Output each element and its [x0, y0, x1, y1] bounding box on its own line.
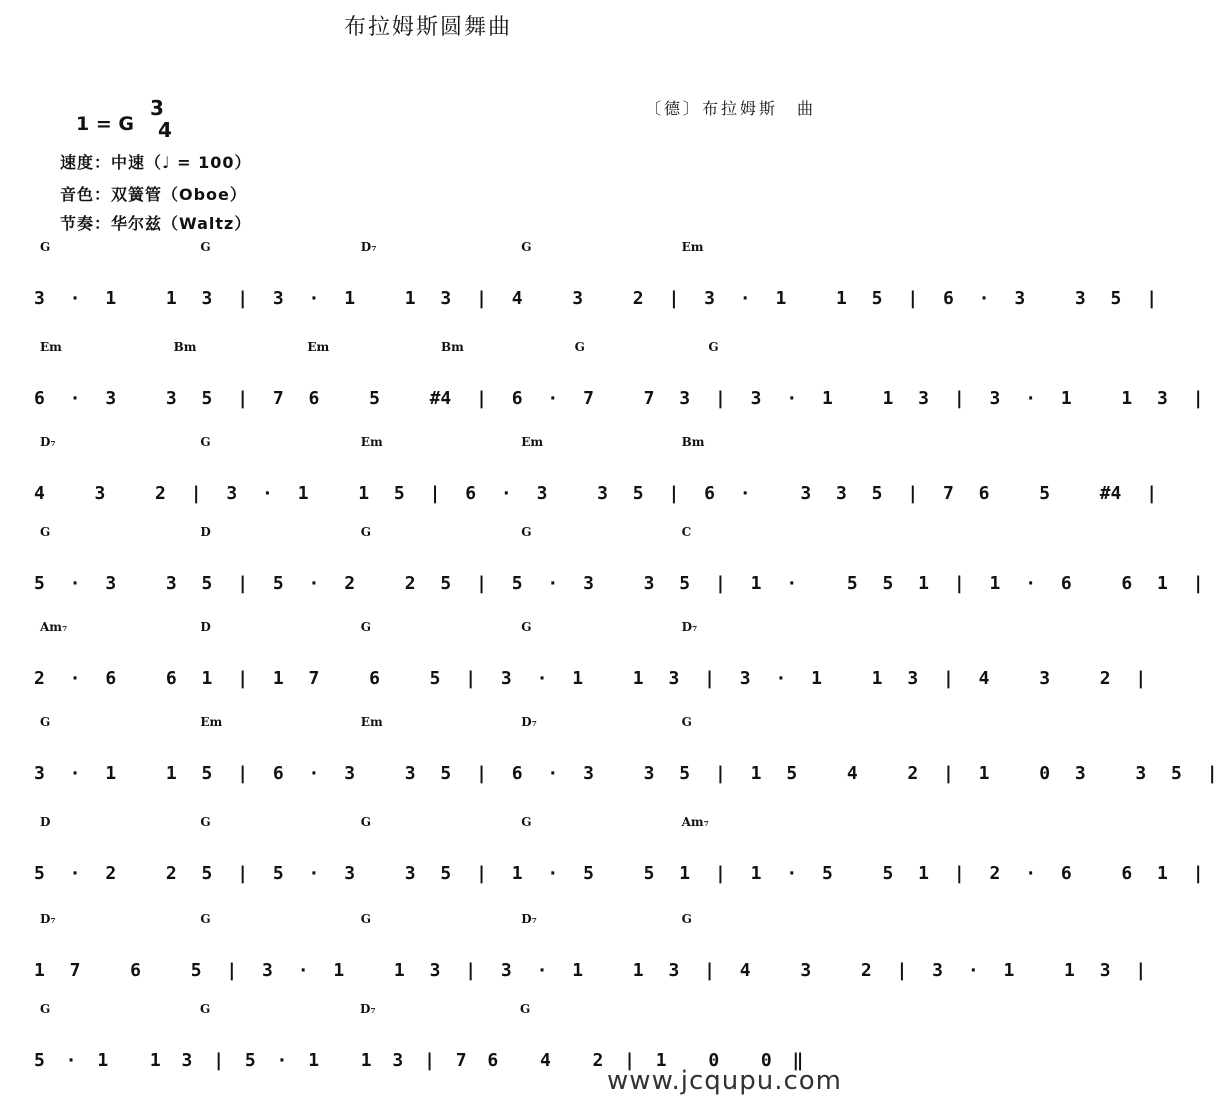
chord-symbol: Am₇	[681, 815, 709, 829]
chord-symbol: D₇	[40, 912, 56, 926]
jianpu-notes: 3 · 1 1 5 | 6 · 3 3 5 | 6 · 3 3 5 | 1 5 4 2 | 1 0 3 3 5 |	[34, 763, 1218, 784]
chord-symbol: D₇	[40, 435, 56, 449]
score-system	[34, 240, 1158, 320]
chord-symbol: G	[574, 340, 585, 354]
notation-line	[34, 483, 1158, 509]
chord-symbol: G	[200, 815, 211, 829]
chord-symbol: G	[200, 435, 211, 449]
score-system	[34, 620, 1147, 700]
chord-symbol: Em	[307, 340, 330, 354]
notation-line	[34, 668, 1147, 694]
jianpu-notes: 2 · 6 6 1 | 1 7 6 5 | 3 · 1 1 3 | 3 · 1 1 3 | 4 3 2 |	[34, 668, 1147, 689]
chord-symbol: G	[521, 815, 532, 829]
chord-symbol: G	[521, 525, 532, 539]
chord-symbol: D	[40, 815, 51, 829]
chord-symbol: Em	[521, 435, 544, 449]
jianpu-notes: 5 · 2 2 5 | 5 · 3 3 5 | 1 · 5 5 1 | 1 · 5 5 1 | 2 · 6 6 1 |	[34, 863, 1204, 884]
chord-symbol: G	[681, 912, 692, 926]
tempo-line: 速度：中速（♩ = 100）	[60, 153, 252, 172]
chord-symbol: G	[40, 715, 51, 729]
time-numerator: 3	[150, 96, 164, 120]
chord-symbol: G	[200, 912, 211, 926]
chord-symbol: G	[520, 1002, 531, 1016]
chord-symbol: G	[40, 1002, 51, 1016]
chord-symbol: D	[200, 525, 211, 539]
chord-symbol: Em	[360, 435, 383, 449]
score-system	[34, 435, 1158, 515]
chord-symbol: C	[681, 525, 692, 539]
score-system	[34, 340, 1204, 420]
chord-symbol: D	[200, 620, 211, 634]
key-signature: 1 = G	[76, 113, 134, 135]
song-title: 布拉姆斯圆舞曲	[343, 15, 512, 40]
chord-symbol: Bm	[681, 435, 705, 449]
chord-symbol: D₇	[521, 912, 537, 926]
chord-symbol: Am₇	[40, 620, 68, 634]
chord-symbol: G	[200, 1002, 211, 1016]
chord-symbol: G	[40, 240, 51, 254]
chord-symbol: G	[360, 620, 372, 634]
jianpu-notes: 5 · 3 3 5 | 5 · 2 2 5 | 5 · 3 3 5 | 1 · 5 5 1 | 1 · 6 6 1 |	[34, 573, 1204, 594]
notation-line	[34, 863, 1204, 889]
chord-symbol: G	[708, 340, 719, 354]
chord-symbol: G	[360, 525, 372, 539]
chord-symbol: G	[360, 815, 372, 829]
chord-symbol: Bm	[441, 340, 464, 354]
notation-line	[34, 288, 1158, 314]
rhythm-line: 节奏：华尔兹（Waltz）	[60, 214, 252, 233]
chord-symbol: Em	[200, 715, 223, 729]
chord-symbol: Bm	[173, 340, 197, 354]
chord-symbol: Em	[40, 340, 62, 354]
notation-line	[34, 960, 1147, 986]
jianpu-notes: 6 · 3 3 5 | 7 6 5 #4 | 6 · 7 7 3 | 3 · 1 1 3 | 3 · 1 1 3 |	[34, 388, 1204, 409]
chord-symbol: G	[681, 715, 692, 729]
chord-symbol: G	[521, 240, 532, 254]
score-system	[34, 525, 1204, 605]
timbre-line: 音色：双簧管（Oboe）	[60, 185, 247, 204]
jianpu-notes: 4 3 2 | 3 · 1 1 5 | 6 · 3 3 5 | 6 · 3 3 5 | 7 6 5 #4 |	[34, 483, 1158, 504]
chord-symbol: D₇	[521, 715, 537, 729]
chord-symbol: G	[360, 912, 372, 926]
jianpu-notes: 1 7 6 5 | 3 · 1 1 3 | 3 · 1 1 3 | 4 3 2 | 3 · 1 1 3 |	[34, 960, 1147, 981]
chord-symbol: G	[521, 620, 532, 634]
score-system	[34, 715, 1218, 795]
score-system	[34, 815, 1204, 895]
chord-symbol: Em	[681, 240, 704, 254]
chord-symbol: G	[200, 240, 211, 254]
jianpu-notes: 5 · 1 1 3 | 5 · 1 1 3 | 7 6 4 2 | 1 0 0 ‖	[34, 1050, 804, 1071]
composer-credit: 〔德〕布拉姆斯 曲	[644, 99, 816, 118]
notation-line	[34, 763, 1218, 789]
score-system	[34, 912, 1147, 992]
time-denominator: 4	[158, 118, 172, 142]
chord-symbol: G	[40, 525, 51, 539]
chord-symbol: D₇	[360, 1002, 376, 1016]
notation-line	[34, 388, 1204, 414]
chord-symbol: D₇	[360, 240, 377, 254]
notation-line	[34, 573, 1204, 599]
chord-symbol: D₇	[681, 620, 698, 634]
jianpu-notes: 3 · 1 1 3 | 3 · 1 1 3 | 4 3 2 | 3 · 1 1 5 | 6 · 3 3 5 |	[34, 288, 1158, 309]
chord-symbol: Em	[360, 715, 383, 729]
site-watermark: www.jcqupu.com	[607, 1066, 842, 1096]
